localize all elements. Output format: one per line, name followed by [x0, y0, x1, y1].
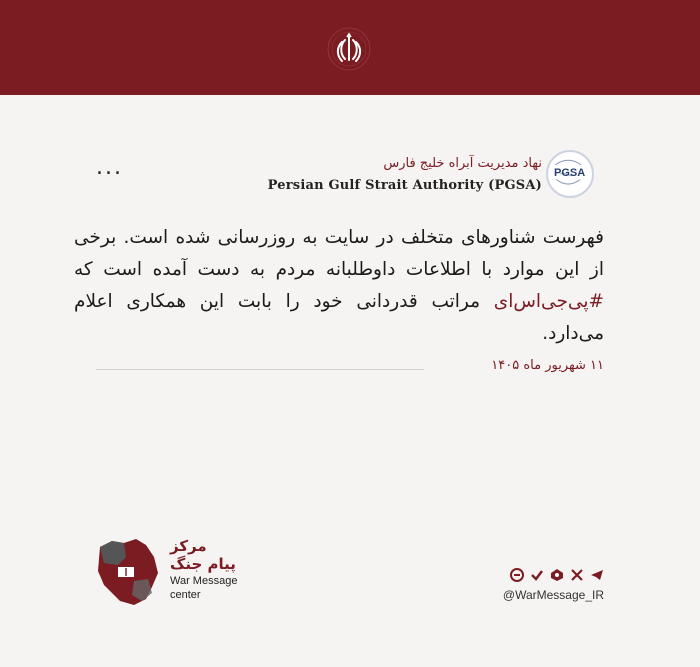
- author-avatar[interactable]: [546, 150, 594, 198]
- eitaa-icon[interactable]: [510, 568, 524, 582]
- post-text: [74, 222, 604, 350]
- rubika-icon[interactable]: [550, 568, 564, 582]
- divider: [96, 369, 424, 370]
- logo-text-fa1: مرکز: [170, 537, 207, 555]
- iran-emblem-icon: [326, 26, 372, 72]
- social-handle[interactable]: @WarMessage_IR: [502, 588, 604, 602]
- logo-text-en2: center: [170, 589, 201, 601]
- more-options-icon[interactable]: ...: [96, 155, 123, 180]
- header-banner: [0, 0, 700, 95]
- author-name-fa[interactable]: نهاد مدیریت آبراه خلیج فارس: [383, 156, 542, 171]
- telegram-icon[interactable]: [590, 568, 604, 582]
- post-date: ۱۱ شهریور ماه ۱۴۰۵: [491, 358, 604, 373]
- hashtag-link[interactable]: #پی‌جی‌اس‌ای: [493, 291, 604, 312]
- x-icon[interactable]: [570, 568, 584, 582]
- check-icon[interactable]: [530, 568, 544, 582]
- logo-text-fa2: پیام جنگ: [170, 555, 236, 573]
- logo-text-en1: War Message: [170, 575, 238, 587]
- iran-map-icon: [90, 535, 165, 610]
- avatar-text: PGSA: [554, 167, 586, 179]
- author-name-en[interactable]: Persian Gulf Strait Authority (PGSA): [267, 178, 542, 193]
- date-line: [96, 358, 604, 378]
- social-icons: [510, 568, 604, 582]
- post-text-part2: مراتب قدردانی خود را بابت این همکاری اعلام می‌دارد.: [74, 291, 604, 344]
- post-text-part1: فهرست شناورهای متخلف در سایت به روزرسانی شده است. برخی از این موارد با اطلاعات داوطلبانه مردم به دست آمده است که: [74, 227, 604, 280]
- war-message-logo: [90, 535, 280, 615]
